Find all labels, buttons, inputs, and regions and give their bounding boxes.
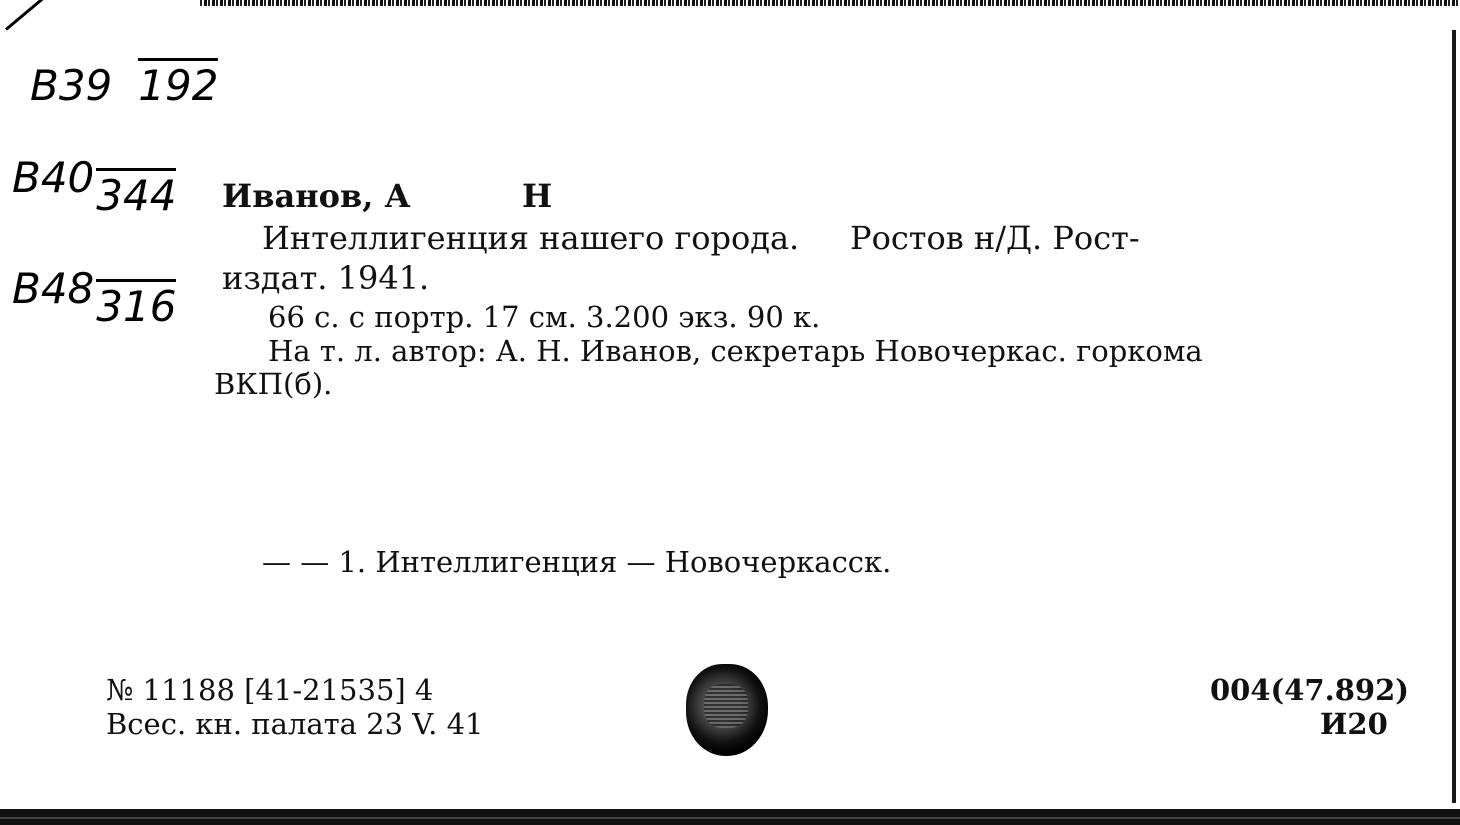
book-chamber-date: Всес. кн. палата 23 V. 41 bbox=[106, 707, 484, 741]
handwritten-b39-left: В39 bbox=[30, 61, 113, 110]
handwritten-b40-left: В40 bbox=[12, 153, 95, 202]
note-line-2: ВКП(б). bbox=[214, 367, 333, 401]
classification-code: 004(47.892) bbox=[1210, 673, 1409, 707]
physical-description: 66 с. с портр. 17 см. 3.200 экз. 90 к. bbox=[268, 300, 821, 334]
card-top-edge bbox=[200, 0, 1460, 6]
handwritten-shelfmark-b40 bbox=[12, 150, 177, 220]
card-bottom-edge bbox=[0, 803, 1460, 825]
subject-heading: — — 1. Интеллигенция — Новочеркасск. bbox=[262, 545, 892, 579]
title-line-2: издат. 1941. bbox=[222, 259, 430, 297]
handwritten-b39-right: 192 bbox=[138, 58, 218, 107]
handwritten-b48-right: 316 bbox=[96, 279, 176, 328]
author-code: И20 bbox=[1320, 707, 1388, 741]
handwritten-b40-right: 344 bbox=[96, 168, 176, 217]
handwritten-shelfmark-b39 bbox=[30, 58, 219, 110]
handwritten-shelfmark-b48 bbox=[12, 264, 177, 331]
handwritten-b48-left: В48 bbox=[12, 264, 95, 313]
ink-stamp-seal bbox=[686, 664, 768, 756]
note-line-1: На т. л. автор: А. Н. Иванов, секретарь Новочеркас. горкома bbox=[268, 334, 1203, 368]
handwritten-stroke bbox=[5, 0, 44, 31]
author-heading: Иванов, А Н bbox=[222, 177, 553, 215]
card-right-edge bbox=[1452, 30, 1456, 810]
registration-number: № 11188 [41-21535] 4 bbox=[106, 673, 434, 707]
title-line-1: Интеллигенция нашего города. Ростов н/Д. Рост- bbox=[262, 219, 1140, 257]
